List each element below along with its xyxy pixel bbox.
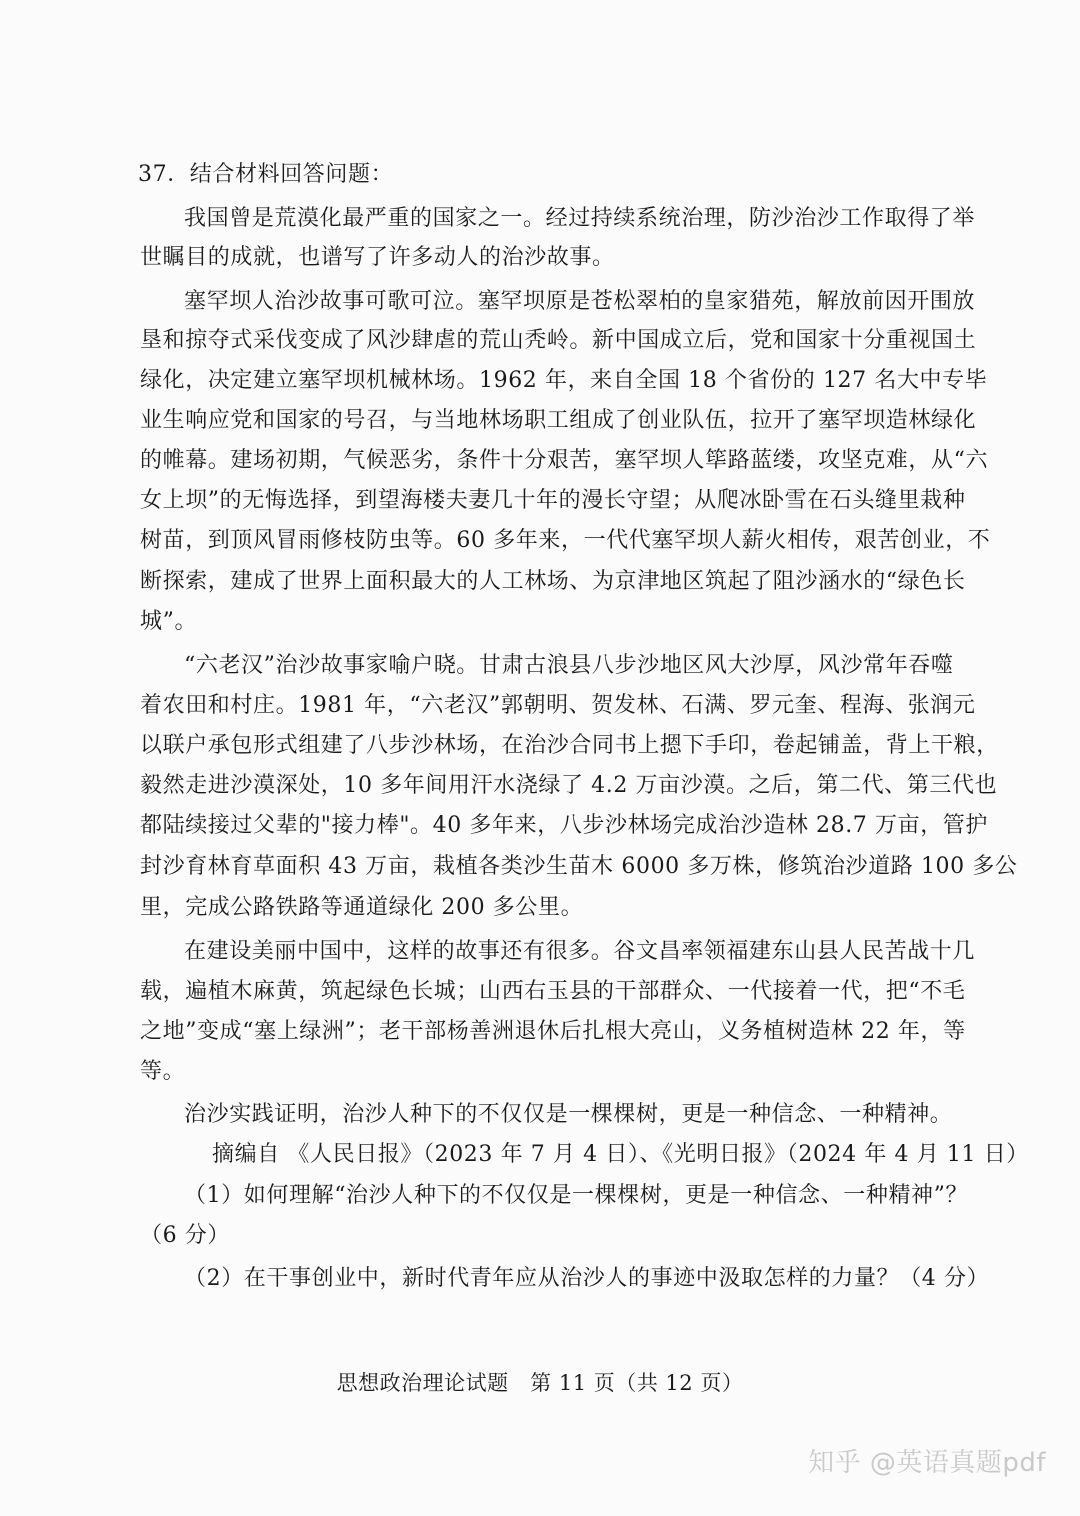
page-footer: 思想政治理论试题 第 11 页（共 12 页） [336, 1371, 744, 1395]
paragraph-line: 着农田和村庄。1981 年，“六老汉”郭朝明、贺发林、石满、罗元奎、程海、张润元 [140, 693, 976, 718]
watermark: 知乎 @英语真题pdf [808, 1448, 1046, 1478]
paragraph-line: 世瞩目的成就，也谱写了许多动人的治沙故事。 [140, 245, 615, 270]
question-title: 37．结合材料回答问题： [138, 162, 394, 187]
sub-question-1-score: （6 分） [140, 1223, 230, 1248]
paragraph-line: 绿化，决定建立塞罕坝机械林场。1962 年，来自全国 18 个省份的 127 名大中专毕 [140, 368, 988, 393]
paragraph-line: 毅然走进沙漠深处，10 多年间用汗水浇绿了 4.2 万亩沙漠。之后，第二代、第三代也 [140, 773, 998, 798]
paragraph-line: 业生响应党和国家的号召，与当地林场职工组成了创业队伍，拉开了塞罕坝造林绿化 [140, 408, 977, 433]
paragraph-line: 树苗，到顶风冒雨修枝防虫等。60 多年来，一代代塞罕坝人薪火相传，艰苦创业，不 [140, 528, 991, 553]
paragraph-line: 女上坝”的无悔选择，到望海楼夫妻几十年的漫长守望；从爬冰卧雪在石头缝里栽种 [140, 488, 966, 513]
sub-question-1: （1）如何理解“治沙人种下的不仅仅是一棵棵树，更是一种信念、一种精神”？ [184, 1183, 969, 1208]
paragraph-line: 封沙育林育草面积 43 万亩，栽植各类沙生苗木 6000 多万株，修筑治沙道路 100 多公 [140, 854, 1018, 879]
paragraph-line: 的帷幕。建场初期，气候恶劣，条件十分艰苦，塞罕坝人筚路蓝缕，攻坚克难，从“六 [140, 448, 989, 473]
paragraph-line: 等。 [140, 1059, 186, 1084]
paragraph-line: 以联户承包形式组建了八步沙林场，在治沙合同书上摁下手印，卷起铺盖，背上干粮， [140, 733, 999, 758]
paragraph-line: 治沙实践证明，治沙人种下的不仅仅是一棵棵树，更是一种信念、一种精神。 [184, 1102, 953, 1127]
sub-question-2: （2）在干事创业中，新时代青年应从治沙人的事迹中汲取怎样的力量？（4 分） [184, 1266, 990, 1291]
paragraph-line: 垦和掠夺式采伐变成了风沙肆虐的荒山秃岭。新中国成立后，党和国家十分重视国土 [140, 328, 977, 353]
paragraph-line: 里，完成公路铁路等通道绿化 200 多公里。 [140, 895, 584, 920]
paragraph-line: 塞罕坝人治沙故事可歌可泣。塞罕坝原是苍松翠柏的皇家猎苑，解放前因开围放 [184, 289, 976, 314]
paragraph-line: 都陆续接过父辈的"接力棒"。40 多年来，八步沙林场完成治沙造林 28.7 万亩，管护 [140, 813, 988, 838]
paragraph-line: “六老汉”治沙故事家喻户晓。甘肃古浪县八步沙地区风大沙厚，风沙常年吞噬 [184, 653, 954, 678]
paragraph-line: 之地”变成“塞上绿洲”；老干部杨善洲退休后扎根大亮山，义务植树造林 22 年，等 [140, 1019, 966, 1044]
paragraph-line: 城”。 [140, 609, 198, 634]
paragraph-line: 我国曾是荒漠化最严重的国家之一。经过持续系统治理，防沙治沙工作取得了举 [184, 206, 976, 231]
source-citation: 摘编自 《人民日报》（2023 年 7 月 4 日）、《光明日报》（2024 年 4 月 11 日） [212, 1142, 1029, 1167]
paragraph-line: 在建设美丽中国中，这样的故事还有很多。谷文昌率领福建东山县人民苦战十几 [184, 939, 976, 964]
paragraph-line: 载，遍植木麻黄，筑起绿色长城；山西右玉县的干部群众、一代接着一代，把“不毛 [140, 979, 966, 1004]
paragraph-line: 断探索，建成了世界上面积最大的人工林场、为京津地区筑起了阻沙涵水的“绿色长 [140, 569, 966, 594]
